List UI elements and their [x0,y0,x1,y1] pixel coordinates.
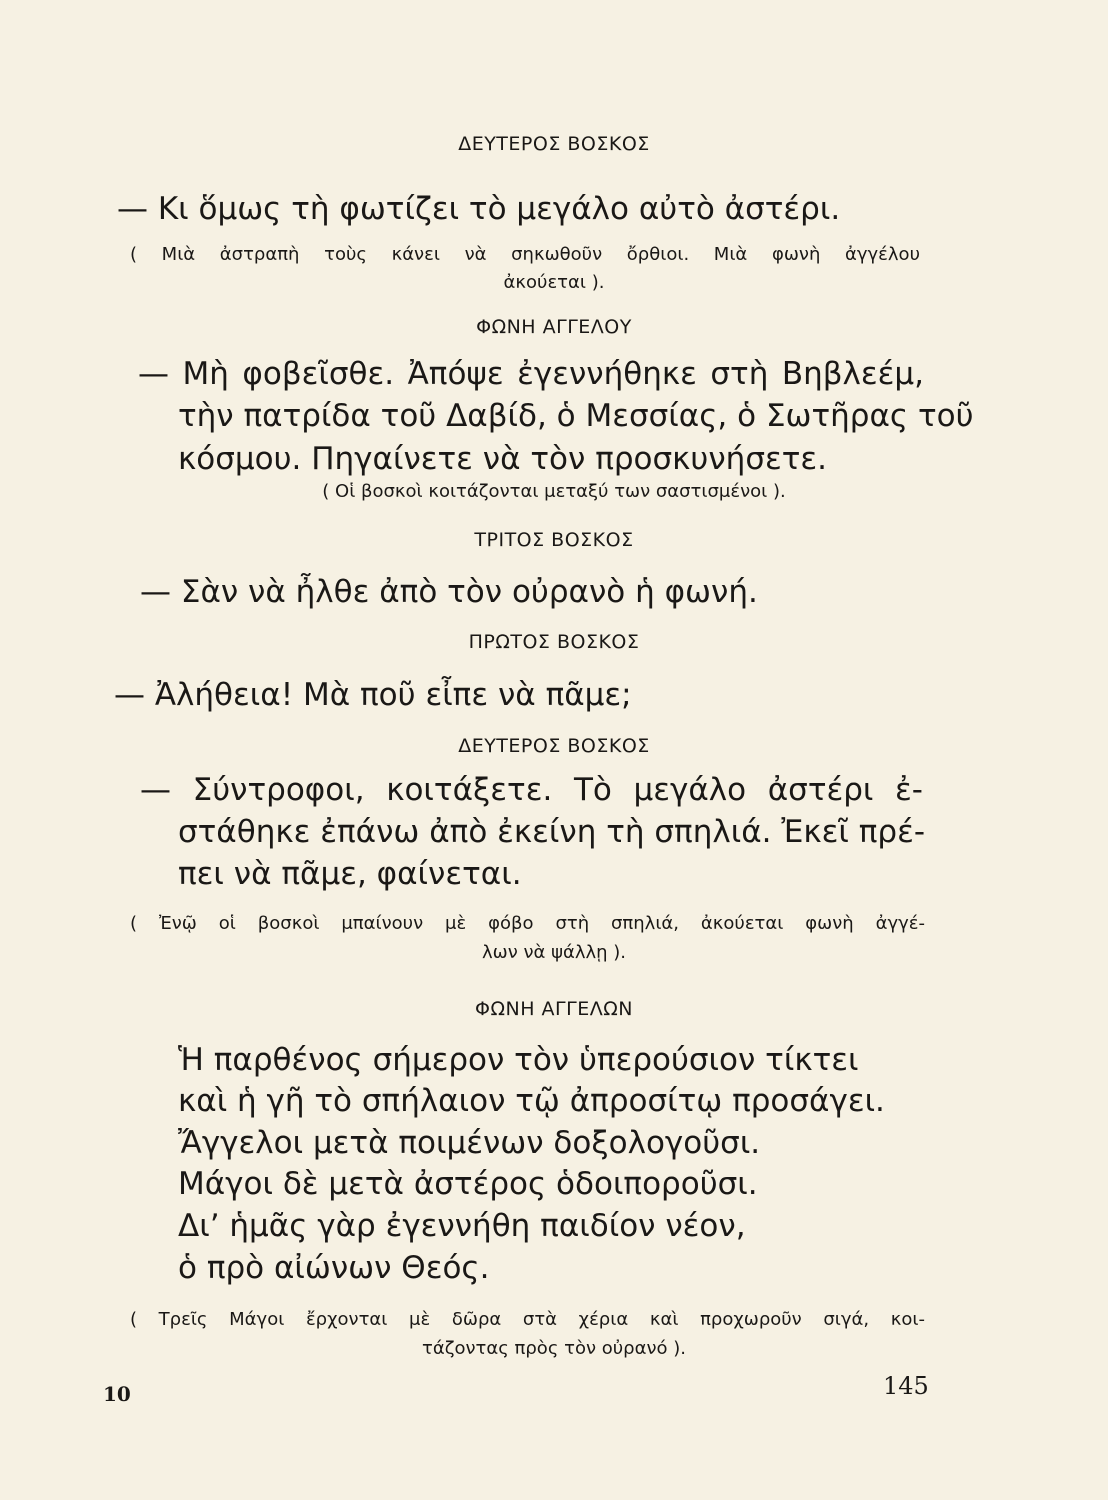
speaker-first-shepherd: ΠΡΩΤΟΣ ΒΟΣΚΟΣ [468,631,640,653]
dialogue-line: — Μὴ φοβεῖσθε. Ἀπόψε ἐγεννήθηκε στὴ Βηβλεέμ, [138,356,924,392]
dialogue-line: — Κι ὅμως τὴ φωτίζει τὸ μεγάλο αὐτὸ ἀστέρι. [117,191,841,227]
dialogue-line: — Ἀλήθεια! Μὰ ποῦ εἶπε νὰ πᾶμε; [114,677,632,713]
dialogue-line: πει νὰ πᾶμε, φαίνεται. [178,856,522,892]
page-number: 145 [883,1372,929,1400]
speaker-angel-voice: ΦΩΝΗ ΑΓΓΕΛΟΥ [476,316,632,338]
dialogue-line: κόσμου. Πηγαίνετε νὰ τὸν προσκυνήσετε. [178,441,828,477]
hymn-line: Μάγοι δὲ μετὰ ἀστέρος ὁδοιποροῦσι. [178,1166,758,1202]
hymn-line: καὶ ἡ γῆ τὸ σπήλαιον τῷ ἀπροσίτῳ προσάγει. [178,1083,885,1119]
speaker-second-shepherd: ΔΕΥΤΕΡΟΣ ΒΟΣΚΟΣ [458,133,650,155]
hymn-line: Ἡ παρθένος σήμερον τὸν ὑπερούσιον τίκτει [178,1042,859,1078]
stage-direction: ( Ἐνῷ οἱ βοσκοὶ μπαίνουν μὲ φόβο στὴ σπηλιά, ἀκούεται φωνὴ ἀγγέ- [130,913,925,934]
speaker-second-shepherd: ΔΕΥΤΕΡΟΣ ΒΟΣΚΟΣ [458,735,650,757]
dialogue-line: — Σὰν νὰ ἦλθε ἀπὸ τὸν οὐρανὸ ἡ φωνή. [140,574,758,610]
signature-mark: 10 [103,1382,131,1406]
stage-direction: ( Τρεῖς Μάγοι ἔρχονται μὲ δῶρα στὰ χέρια καὶ προχωροῦν σιγά, κοι- [130,1309,925,1330]
speaker-third-shepherd: ΤΡΙΤΟΣ ΒΟΣΚΟΣ [474,529,634,551]
hymn-line: Ἄγγελοι μετὰ ποιμένων δοξολογοῦσι. [178,1125,761,1161]
dialogue-line: τὴν πατρίδα τοῦ Δαβίδ, ὁ Μεσσίας, ὁ Σωτῆρας τοῦ [178,398,974,434]
speaker-angels-voice: ΦΩΝΗ ΑΓΓΕΛΩΝ [475,998,633,1020]
stage-direction: τάζοντας πρὸς τὸν οὐρανό ). [422,1338,686,1359]
hymn-line: Δι’ ἡμᾶς γὰρ ἐγεννήθη παιδίον νέον, [178,1208,746,1244]
hymn-line: ὁ πρὸ αἰώνων Θεός. [178,1250,490,1286]
dialogue-line: — Σύντροφοι, κοιτάξετε. Τὸ μεγάλο ἀστέρι ἐ- [140,772,923,808]
stage-direction: ( Οἱ βοσκοὶ κοιτάζονται μεταξύ των σαστισμένοι ). [322,481,786,502]
stage-direction: ( Μιὰ ἀστραπὴ τοὺς κάνει νὰ σηκωθοῦν ὄρθιοι. Μιὰ φωνὴ ἀγγέλου [130,244,920,265]
stage-direction: ἀκούεται ). [503,272,605,293]
dialogue-line: στάθηκε ἐπάνω ἀπὸ ἐκείνη τὴ σπηλιά. Ἐκεῖ πρέ- [178,814,926,850]
stage-direction: λων νὰ ψάλλῃ ). [481,942,627,963]
